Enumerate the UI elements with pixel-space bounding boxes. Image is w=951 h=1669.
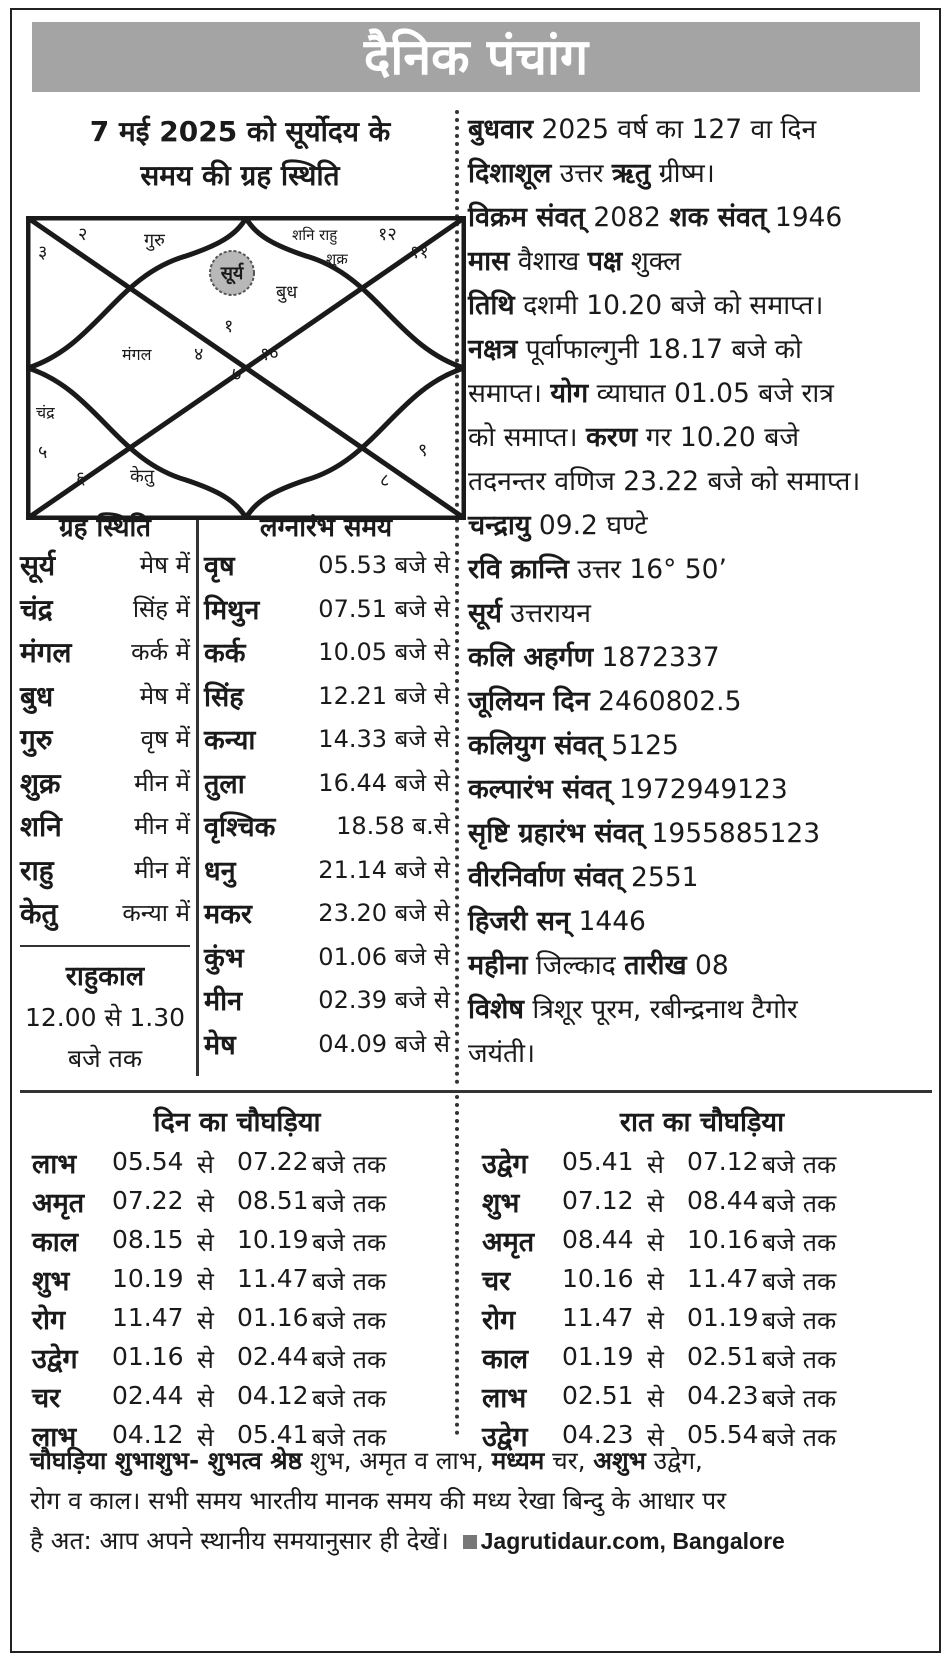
choghadiya-from: 10.19 — [112, 1264, 184, 1293]
detail-value: उत्तरायन — [501, 598, 591, 629]
column-divider-bottom — [455, 1095, 459, 1435]
detail-key: रवि क्रान्ति — [468, 554, 569, 585]
lagna-time: 14.33 बजे से — [318, 725, 450, 753]
lagna-time: 05.53 बजे से — [318, 551, 450, 579]
choghadiya-name: काल — [32, 1227, 79, 1258]
detail-value: पूर्वाफाल्गुनी 18.17 बजे को — [517, 334, 802, 365]
house-8-number: ८ — [380, 470, 390, 491]
choghadiya-se: से — [197, 1150, 214, 1179]
detail-key: सूर्य — [468, 598, 502, 629]
choghadiya-name: काल — [482, 1344, 529, 1375]
shani-rahu-label: शनि राहु — [292, 226, 338, 244]
graha-name: केतु — [20, 897, 58, 930]
lagna-time: 07.51 बजे से — [318, 594, 450, 623]
detail-key: शक संवत् — [669, 202, 767, 233]
lagna-name: वृष — [204, 551, 235, 582]
choghadiya-name: चर — [482, 1266, 511, 1297]
choghadiya-to: 04.23 — [687, 1381, 759, 1410]
detail-value: 1946 — [766, 202, 843, 233]
panchang-page — [10, 8, 941, 1653]
choghadiya-from: 11.47 — [112, 1303, 184, 1332]
detail-line — [468, 548, 933, 592]
detail-key: मास — [468, 246, 510, 277]
rahukal-time: 12.00 से 1.30 — [24, 1003, 186, 1032]
detail-key: विशेष — [468, 994, 524, 1025]
choghadiya-tail: बजे तक — [762, 1306, 837, 1335]
detail-value: 1872337 — [593, 642, 720, 673]
choghadiya-se: से — [647, 1189, 664, 1218]
choghadiya-name: उद्वेग — [482, 1422, 528, 1453]
choghadiya-name: उद्वेग — [482, 1149, 528, 1180]
detail-key: करण — [586, 422, 638, 453]
rahukal-tail: बजे तक — [67, 1044, 143, 1073]
detail-value: त्रिशूर पूरम, रबीन्द्रनाथ टैगोर — [523, 994, 798, 1025]
choghadiya-name: रोग — [32, 1305, 66, 1336]
choghadiya-tail: बजे तक — [762, 1423, 837, 1452]
house-3-number: ३ — [38, 242, 48, 263]
choghadiya-from: 04.23 — [562, 1420, 634, 1449]
detail-value: जयंती। — [468, 1038, 536, 1069]
detail-line — [468, 988, 933, 1032]
choghadiya-tail: बजे तक — [312, 1306, 387, 1335]
graha-sign: मीन में — [134, 855, 190, 884]
detail-line — [468, 944, 933, 988]
lagna-name: मिथुन — [204, 594, 260, 626]
choghadiya-name: रोग — [482, 1305, 516, 1336]
choghadiya-se: से — [647, 1384, 664, 1413]
lagna-time: 04.09 बजे से — [318, 1029, 450, 1058]
house-7-number: ७ — [232, 364, 242, 385]
detail-key: तारीख — [624, 950, 687, 981]
choghadiya-to: 07.12 — [687, 1147, 759, 1176]
choghadiya-tail: बजे तक — [312, 1345, 387, 1374]
choghadiya-name: लाभ — [32, 1149, 77, 1180]
detail-key: विक्रम संवत् — [468, 202, 585, 233]
detail-value: वैशाख — [509, 246, 588, 277]
footer-text-1: शुभ, अमृत व लाभ, — [302, 1446, 492, 1475]
detail-line — [468, 108, 933, 152]
detail-value: समाप्त। — [468, 378, 551, 409]
footer-text-3: उद्वेग, — [645, 1446, 703, 1475]
chart-title-line1: 7 मई 2025 को सूर्योदय के — [89, 115, 391, 148]
choghadiya-tail: बजे तक — [762, 1228, 837, 1257]
detail-value: उत्तर — [551, 158, 612, 189]
choghadiya-se: से — [647, 1306, 664, 1335]
detail-key: सृष्टि ग्रहारंभ संवत् — [468, 818, 644, 849]
graha-sign: कर्क में — [131, 638, 190, 666]
graha-heading: ग्रह स्थिति — [58, 513, 152, 543]
choghadiya-tail: बजे तक — [312, 1150, 387, 1179]
detail-key: चन्द्रायु — [468, 510, 531, 541]
choghadiya-to: 07.22 — [237, 1147, 309, 1176]
source-square-icon — [463, 1535, 477, 1549]
choghadiya-tail: बजे तक — [312, 1189, 387, 1218]
detail-key: हिजरी सन् — [468, 906, 571, 937]
choghadiya-tail: बजे तक — [762, 1384, 837, 1413]
choghadiya-tail: बजे तक — [762, 1345, 837, 1374]
graha-name: शुक्र — [20, 766, 61, 800]
detail-line — [468, 812, 933, 856]
detail-line — [468, 680, 933, 724]
lagna-time: 21.14 बजे से — [318, 855, 450, 884]
footer-bold-1: चौघड़िया शुभाशुभ- शुभत्व श्रेष्ठ — [30, 1446, 303, 1475]
footer-bold-3: अशुभ — [593, 1446, 646, 1475]
detail-line — [468, 372, 933, 416]
house-6-number: ६ — [76, 468, 86, 489]
choghadiya-to: 04.12 — [237, 1381, 309, 1410]
choghadiya-tail: बजे तक — [762, 1267, 837, 1296]
rahukal-rule — [20, 945, 190, 947]
detail-value: 5125 — [602, 730, 679, 761]
lagna-time: 18.58 ब.से — [336, 812, 450, 840]
detail-value: 1972949123 — [610, 774, 788, 805]
detail-key: पक्ष — [587, 246, 623, 277]
choghadiya-to: 05.54 — [687, 1420, 759, 1449]
detail-key: वीरनिर्वाण संवत् — [468, 862, 623, 893]
detail-key: जूलियन दिन — [468, 686, 590, 717]
shukra-label: शुक्र — [326, 250, 348, 268]
choghadiya-from: 02.51 — [562, 1381, 634, 1410]
detail-line — [468, 460, 933, 504]
graha-sign: कन्या में — [122, 899, 190, 927]
choghadiya-name: अमृत — [32, 1188, 85, 1219]
detail-value: 2082 — [584, 202, 670, 233]
choghadiya-to: 08.44 — [687, 1186, 759, 1215]
detail-key: नक्षत्र — [468, 334, 518, 365]
detail-value: 08 — [686, 950, 729, 981]
lagna-time: 23.20 बजे से — [318, 899, 450, 927]
choghadiya-name: शुभ — [482, 1188, 520, 1219]
detail-key: दिशाशूल — [468, 158, 552, 189]
choghadiya-to: 01.16 — [237, 1303, 309, 1332]
detail-value: ग्रीष्म। — [650, 158, 715, 189]
graha-name: मंगल — [20, 636, 72, 669]
lagna-name: कर्क — [204, 638, 246, 669]
choghadiya-to: 02.44 — [237, 1342, 309, 1371]
detail-value: व्याघात 01.05 बजे रात्र — [588, 378, 834, 409]
detail-value: दशमी 10.20 बजे को समाप्त। — [514, 290, 824, 321]
graha-name: चंद्र — [20, 592, 53, 626]
choghadiya-se: से — [647, 1150, 664, 1179]
graha-lagna-divider — [196, 516, 199, 1076]
source-credit: Jagrutidaur.com, Bangalore — [480, 1528, 785, 1554]
lagna-name: तुला — [204, 768, 245, 800]
house-2-number: २ — [78, 224, 88, 245]
house-11-number: ११ — [410, 242, 429, 263]
night-choghadiya-heading: रात का चौघड़िया — [619, 1107, 785, 1138]
choghadiya-to: 10.16 — [687, 1225, 759, 1254]
detail-value: 2551 — [622, 862, 699, 893]
detail-value: 1955885123 — [643, 818, 821, 849]
choghadiya-from: 04.12 — [112, 1420, 184, 1449]
choghadiya-from: 05.41 — [562, 1147, 634, 1176]
choghadiya-from: 08.44 — [562, 1225, 634, 1254]
choghadiya-se: से — [197, 1267, 214, 1296]
footer-line3-text: है अत: आप अपने स्थानीय समयानुसार ही देखें। — [30, 1526, 449, 1555]
lagna-name: मकर — [204, 899, 252, 930]
choghadiya-se: से — [197, 1345, 214, 1374]
panchang-details — [468, 108, 933, 1076]
detail-value: तदनन्तर वणिज 23.22 बजे को समाप्त। — [468, 466, 861, 497]
lagna-name: सिंह — [204, 681, 244, 713]
detail-key: कलियुग संवत् — [468, 730, 603, 761]
house-12-number: १२ — [378, 224, 397, 245]
detail-key: कलि अहर्गण — [468, 642, 594, 673]
detail-key: बुधवार — [468, 114, 534, 145]
detail-line — [468, 1032, 933, 1076]
choghadiya-from: 01.16 — [112, 1342, 184, 1371]
detail-line — [468, 900, 933, 944]
lagna-time: 01.06 बजे से — [318, 942, 450, 971]
choghadiya-name: चर — [32, 1383, 61, 1414]
detail-line — [468, 592, 933, 636]
detail-value: उत्तर 16° 50’ — [568, 554, 727, 585]
choghadiya-from: 11.47 — [562, 1303, 634, 1332]
graha-sign: वृष में — [140, 725, 190, 753]
choghadiya-tail: बजे तक — [312, 1228, 387, 1257]
choghadiya-from: 02.44 — [112, 1381, 184, 1410]
footer-line3 — [30, 1524, 930, 1557]
page-title: दैनिक पंचांग — [32, 22, 920, 92]
lagna-name: धनु — [204, 855, 236, 887]
graha-name: बुध — [20, 679, 54, 713]
graha-name: राहु — [20, 853, 54, 887]
choghadiya-name: अमृत — [482, 1227, 535, 1258]
choghadiya-tail: बजे तक — [762, 1150, 837, 1179]
rahukal-box — [20, 956, 190, 1079]
detail-value: 2025 वर्ष का 127 वा दिन — [533, 114, 817, 145]
chandra-label: चंद्र — [36, 403, 55, 422]
choghadiya-name: लाभ — [32, 1422, 77, 1453]
choghadiya-top-rule — [20, 1090, 932, 1093]
graha-name: गुरु — [20, 723, 53, 756]
detail-value: 2460802.5 — [589, 686, 742, 717]
graha-sign: मेष में — [139, 551, 190, 579]
house-10-number: १० — [260, 344, 279, 365]
choghadiya-se: से — [197, 1189, 214, 1218]
lagna-time: 10.05 बजे से — [318, 638, 450, 666]
house-9-number: ९ — [418, 440, 428, 461]
detail-value: गर 10.20 बजे — [637, 422, 799, 453]
detail-key: योग — [550, 378, 589, 409]
choghadiya-se: से — [647, 1267, 664, 1296]
detail-line — [468, 196, 933, 240]
detail-value: 09.2 घण्टे — [530, 510, 648, 541]
choghadiya-se: से — [197, 1228, 214, 1257]
lagna-name: कन्या — [204, 725, 256, 756]
choghadiya-name: शुभ — [32, 1266, 70, 1297]
choghadiya-to: 08.51 — [237, 1186, 309, 1215]
lagna-time: 02.39 बजे से — [318, 986, 450, 1014]
detail-line — [468, 328, 933, 372]
sun-label: सूर्य — [220, 263, 244, 284]
choghadiya-se: से — [647, 1423, 664, 1452]
mangal-label: मंगल — [122, 345, 152, 364]
choghadiya-from: 01.19 — [562, 1342, 634, 1371]
choghadiya-se: से — [197, 1423, 214, 1452]
choghadiya-to: 11.47 — [237, 1264, 309, 1293]
detail-line — [468, 636, 933, 680]
choghadiya-tail: बजे तक — [312, 1267, 387, 1296]
detail-value: शुक्ल — [622, 246, 682, 277]
house-1-number: १ — [224, 316, 234, 337]
day-choghadiya-heading: दिन का चौघड़िया — [153, 1107, 321, 1138]
choghadiya-se: से — [197, 1384, 214, 1413]
lagna-name: मीन — [204, 986, 243, 1017]
lagna-name: वृश्चिक — [204, 812, 276, 843]
graha-sign: मेष में — [139, 681, 190, 710]
graha-name: सूर्य — [20, 549, 56, 582]
kundali-chart — [26, 216, 466, 520]
choghadiya-tail: बजे तक — [762, 1189, 837, 1218]
choghadiya-tail: बजे तक — [312, 1423, 387, 1452]
choghadiya-name: लाभ — [482, 1383, 527, 1414]
detail-value: 1446 — [570, 906, 646, 937]
choghadiya-from: 07.22 — [112, 1186, 184, 1215]
ketu-label: केतु — [130, 466, 155, 487]
choghadiya-to: 02.51 — [687, 1342, 759, 1371]
detail-value: जिल्काद — [527, 950, 625, 981]
choghadiya-se: से — [647, 1228, 664, 1257]
detail-key: महीना — [468, 950, 528, 981]
detail-line — [468, 240, 933, 284]
detail-key: कल्पारंभ संवत् — [468, 774, 611, 805]
house-4-number: ४ — [194, 344, 204, 365]
graha-sign: मीन में — [134, 812, 190, 840]
graha-sign: मीन में — [134, 768, 190, 797]
detail-line — [468, 768, 933, 812]
detail-line — [468, 504, 933, 548]
choghadiya-from: 08.15 — [112, 1225, 184, 1254]
lagna-heading: लग्नारंभ समय — [259, 513, 393, 543]
detail-line — [468, 284, 933, 328]
footer-line1 — [30, 1444, 930, 1477]
detail-line — [468, 416, 933, 460]
choghadiya-tail: बजे तक — [312, 1384, 387, 1413]
choghadiya-to: 05.41 — [237, 1420, 309, 1449]
detail-key: तिथि — [468, 290, 515, 321]
choghadiya-name: उद्वेग — [32, 1344, 78, 1375]
detail-line — [468, 856, 933, 900]
choghadiya-from: 05.54 — [112, 1147, 184, 1176]
chart-title-line2: समय की ग्रह स्थिति — [140, 159, 340, 192]
detail-value: को समाप्त। — [468, 422, 586, 453]
choghadiya-from: 07.12 — [562, 1186, 634, 1215]
choghadiya-from: 10.16 — [562, 1264, 634, 1293]
graha-name: शनि — [20, 810, 62, 843]
house-5-number: ५ — [38, 442, 48, 463]
detail-line — [468, 724, 933, 768]
guru-label: गुरु — [144, 230, 165, 251]
choghadiya-to: 01.19 — [687, 1303, 759, 1332]
lagna-time: 16.44 बजे से — [318, 768, 450, 797]
choghadiya-to: 11.47 — [687, 1264, 759, 1293]
footer-line2: रोग व काल। सभी समय भारतीय मानक समय की मध्य रेखा बिन्दु के आधार पर — [30, 1486, 727, 1515]
budh-label: बुध — [276, 282, 298, 303]
graha-sign: सिंह में — [132, 594, 190, 623]
choghadiya-se: से — [197, 1306, 214, 1335]
footer-bold-2: मध्यम — [491, 1446, 545, 1475]
lagna-time: 12.21 बजे से — [318, 681, 450, 710]
choghadiya-to: 10.19 — [237, 1225, 309, 1254]
lagna-name: कुंभ — [204, 942, 244, 974]
footer-text-2: चर, — [544, 1446, 594, 1475]
detail-key: ऋतु — [611, 158, 651, 189]
chart-title — [30, 110, 450, 198]
detail-line — [468, 152, 933, 196]
choghadiya-se: से — [647, 1345, 664, 1374]
lagna-name: मेष — [204, 1029, 236, 1061]
rahukal-heading: राहुकाल — [65, 961, 145, 992]
